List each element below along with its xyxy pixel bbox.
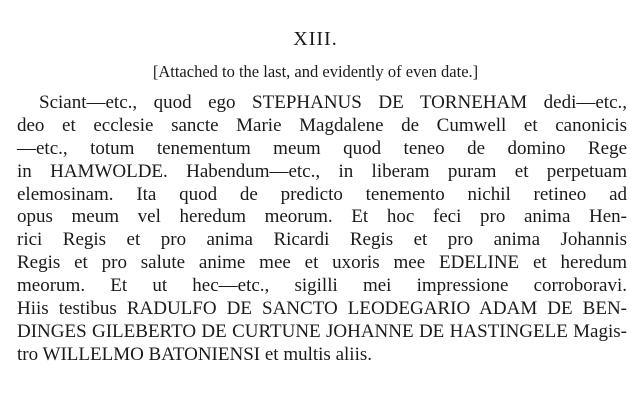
text-line: Regis et pro salute anime mee et uxoris mee EDELINE et heredum [17, 252, 627, 274]
text-line: tro WILLELMO BATONIENSI et multis aliis. [17, 343, 372, 365]
text-line: deo et ecclesie sancte Marie Magdalene de Cumwell et canonicis [17, 114, 627, 136]
text-line: Hiis testibus RADULFO DE SANCTO LEODEGARIO ADAM DE BEN- [17, 298, 627, 320]
text-line: —etc., totum tenementum meum quod teneo de domino Rege [17, 137, 627, 159]
text-line: elemosinam. Ita quod de predicto tenemento nichil retineo ad [17, 183, 627, 205]
text-line: DINGES GILEBERTO DE CURTUNE JOHANNE DE HASTINGELE Magis- [17, 320, 627, 342]
charter-number-heading: XIII. [293, 28, 338, 50]
charter-note: [Attached to the last, and evidently of even date.] [152, 62, 479, 81]
charter-text [17, 92, 627, 367]
text-line: opus meum vel heredum meorum. Et hoc feci pro anima Hen- [17, 206, 627, 228]
text-line: meorum. Et ut hec—etc., sigilli mei impressione corroboravi. [17, 275, 627, 297]
text-line: rici Regis et pro anima Ricardi Regis et pro anima Johannis [17, 229, 627, 251]
text-line: in HAMWOLDE. Habendum—etc., in liberam puram et perpetuam [17, 160, 627, 182]
text-line: Sciant—etc., quod ego STEPHANUS DE TORNEHAM dedi—etc., [39, 92, 627, 113]
